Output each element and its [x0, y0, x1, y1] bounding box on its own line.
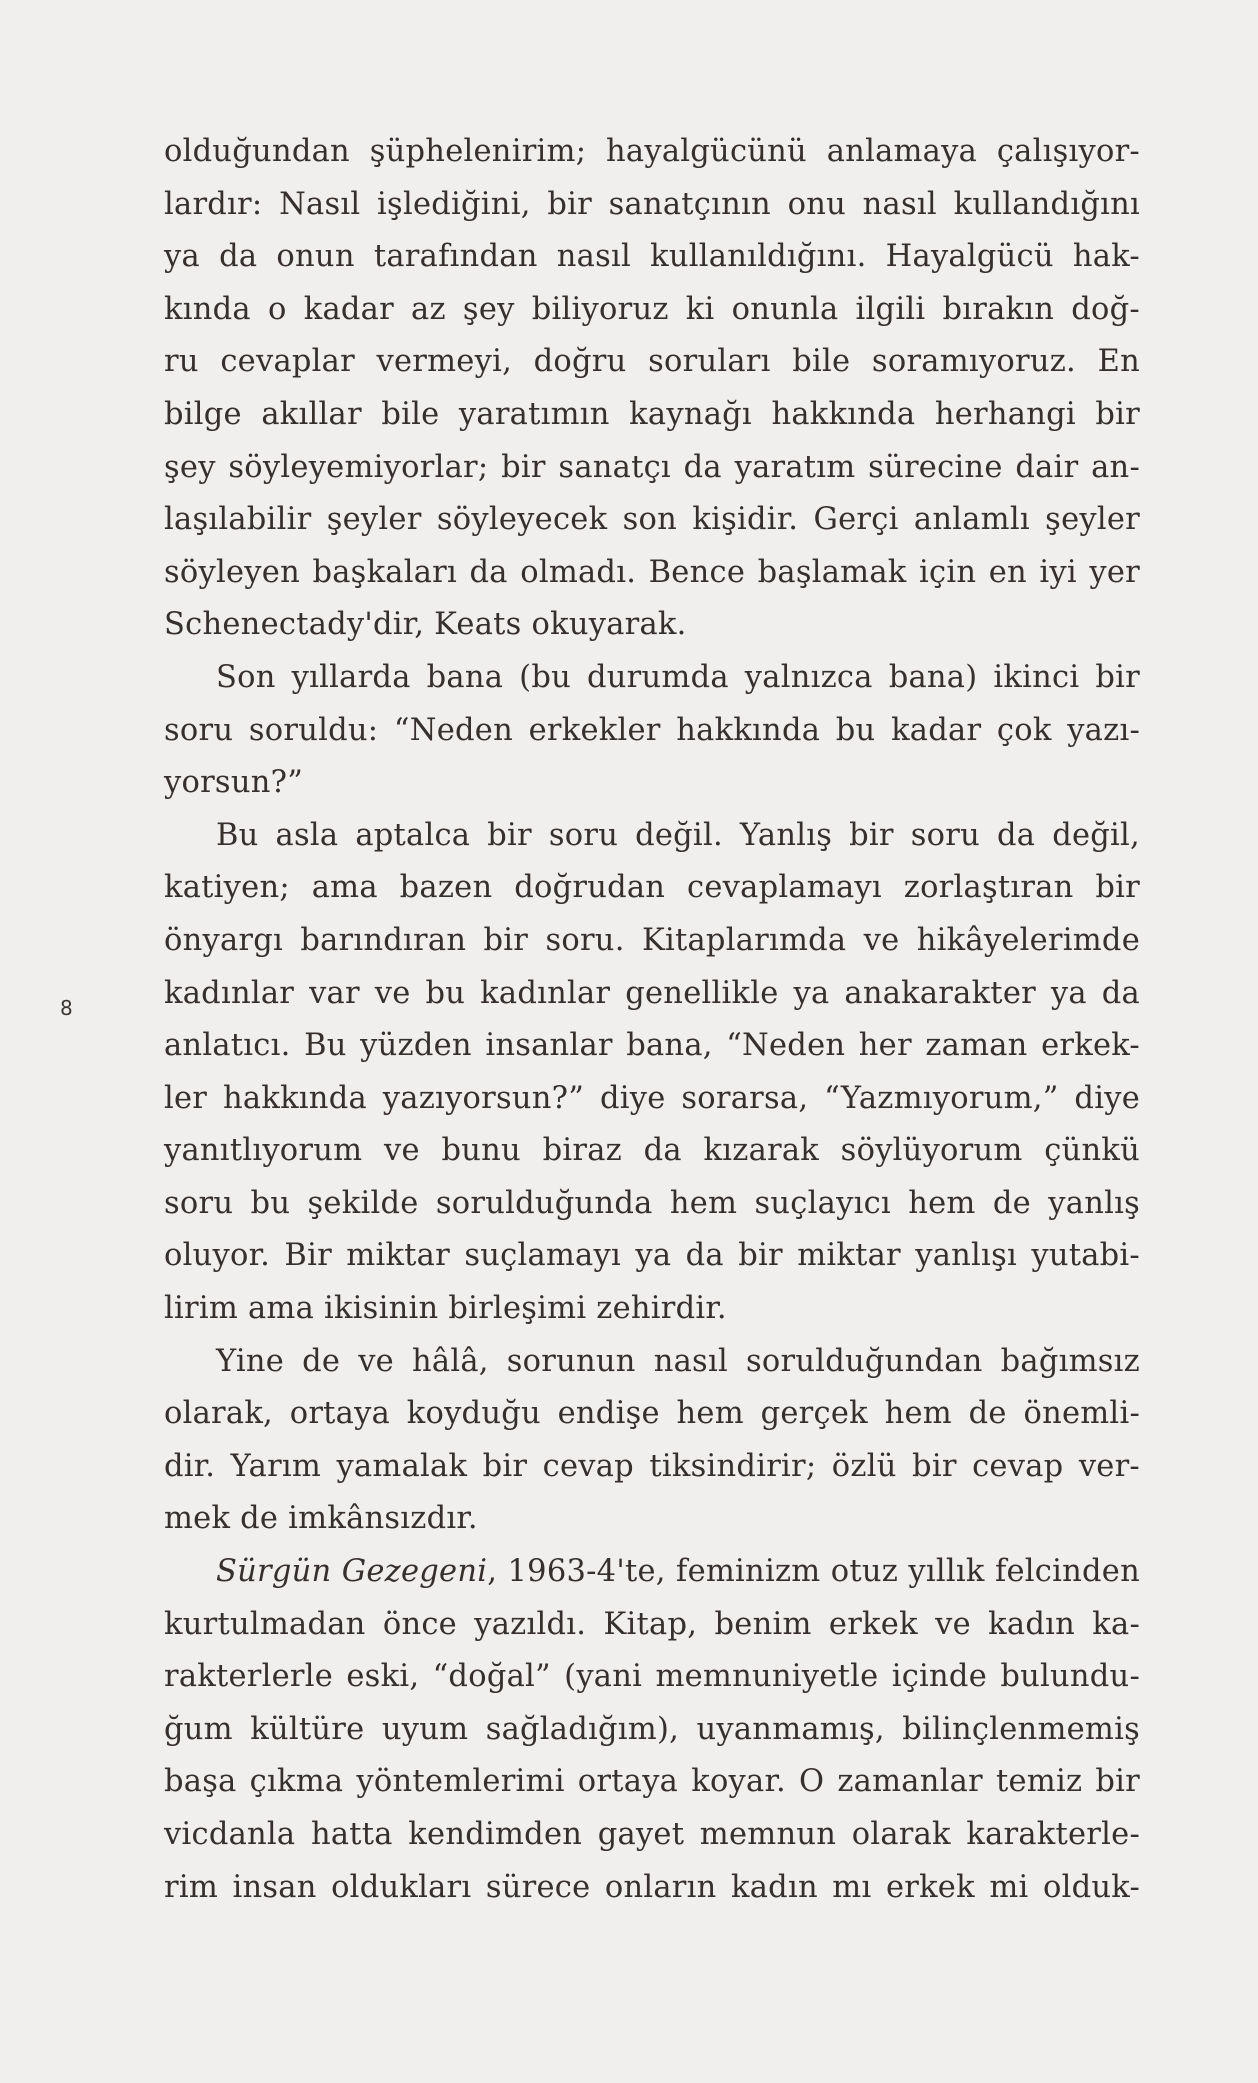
- text-line: [164, 1862, 1140, 1915]
- line-text: dir. Yarım yamalak bir cevap tiksindirir; özlü bir cevap ver-: [164, 1448, 1140, 1484]
- text-line: [164, 599, 1140, 652]
- text-line: [164, 231, 1140, 284]
- line-text: lardır: Nasıl işlediğini, bir sanatçının onu nasıl kullandığını: [164, 186, 1140, 222]
- text-line: [164, 705, 1140, 758]
- text-line: [164, 336, 1140, 389]
- text-line: [164, 757, 1140, 810]
- line-text: oluyor. Bir miktar suçlamayı ya da bir miktar yanlışı yutabi-: [164, 1238, 1140, 1274]
- text-line: [164, 284, 1140, 337]
- text-line: [164, 442, 1140, 495]
- body-text: [164, 126, 1140, 1914]
- line-text: Bu asla aptalca bir soru değil. Yanlış bir soru da değil,: [216, 817, 1140, 853]
- text-line: [164, 862, 1140, 915]
- line-text: ru cevaplar vermeyi, doğru soruları bile soramıyoruz. En: [164, 344, 1140, 380]
- line-text: kurtulmadan önce yazıldı. Kitap, benim erkek ve kadın ka-: [164, 1606, 1140, 1642]
- paragraph: [164, 1336, 1140, 1546]
- text-line: [164, 1073, 1140, 1126]
- line-text: olarak, ortaya koyduğu endişe hem gerçek hem de önemli-: [164, 1396, 1140, 1432]
- line-text: önyargı barındıran bir soru. Kitaplarımda ve hikâyelerimde: [164, 922, 1140, 958]
- paragraph: [164, 126, 1140, 652]
- text-line: [164, 1020, 1140, 1073]
- line-text: yorsun?”: [164, 765, 304, 801]
- text-line: [164, 547, 1140, 600]
- line-text: ya da onun tarafından nasıl kullanıldığını. Hayalgücü hak-: [164, 239, 1140, 275]
- line-text: anlatıcı. Bu yüzden insanlar bana, “Neden her zaman erkek-: [164, 1028, 1140, 1064]
- line-text: mek de imkânsızdır.: [164, 1501, 478, 1537]
- text-line: [164, 126, 1140, 179]
- text-line: [164, 1125, 1140, 1178]
- line-text: soru soruldu: “Neden erkekler hakkında bu kadar çok yazı-: [164, 712, 1140, 748]
- text-line: [164, 1546, 1140, 1599]
- text-line: [164, 1230, 1140, 1283]
- line-text: rim insan oldukları sürece onların kadın mı erkek mi olduk-: [164, 1869, 1140, 1905]
- line-text: ler hakkında yazıyorsun?” diye sorarsa, “Yazmıyorum,” diye: [164, 1080, 1140, 1116]
- line-text: laşılabilir şeyler söyleyecek son kişidir. Gerçi anlamlı şeyler: [164, 502, 1140, 538]
- line-text: lirim ama ikisinin birleşimi zehirdir.: [164, 1291, 727, 1327]
- text-line: [164, 1441, 1140, 1494]
- text-line: [164, 968, 1140, 1021]
- text-line: [164, 1283, 1140, 1336]
- paragraph: [164, 652, 1140, 810]
- line-text: , 1963-4'te, feminizm otuz yıllık felcinden: [487, 1554, 1140, 1590]
- text-line: [164, 494, 1140, 547]
- text-line: [164, 389, 1140, 442]
- text-line: [164, 1704, 1140, 1757]
- text-line: [164, 1336, 1140, 1389]
- paragraph: [164, 1546, 1140, 1914]
- line-text: başa çıkma yöntemlerimi ortaya koyar. O zamanlar temiz bir: [164, 1764, 1140, 1800]
- text-line: [164, 179, 1140, 232]
- text-line: [164, 1651, 1140, 1704]
- line-text: rakterlerle eski, “doğal” (yani memnuniyetle içinde bulundu-: [164, 1659, 1140, 1695]
- line-text: Schenectady'dir, Keats okuyarak.: [164, 607, 687, 643]
- line-text: ğum kültüre uyum sağladığım), uyanmamış, bilinçlenmemiş: [164, 1711, 1140, 1747]
- line-text: olduğundan şüphelenirim; hayalgücünü anlamaya çalışıyor-: [164, 134, 1140, 169]
- line-text: vicdanla hatta kendimden gayet memnun olarak karakterle-: [164, 1817, 1140, 1852]
- line-text: kında o kadar az şey biliyoruz ki onunla ilgili bırakın doğ-: [164, 291, 1140, 327]
- text-line: [164, 810, 1140, 863]
- book-title-italic: Sürgün Gezegeni: [216, 1554, 488, 1590]
- line-text: katiyen; ama bazen doğrudan cevaplamayı zorlaştıran bir: [164, 870, 1140, 906]
- line-text: bilge akıllar bile yaratımın kaynağı hakkında herhangi bir: [164, 396, 1140, 432]
- text-line: [164, 1388, 1140, 1441]
- line-text: kadınlar var ve bu kadınlar genellikle ya anakarakter ya da: [164, 975, 1140, 1011]
- text-line: [164, 1756, 1140, 1809]
- text-line: [164, 652, 1140, 705]
- line-text: yanıtlıyorum ve bunu biraz da kızarak söylüyorum çünkü: [164, 1133, 1140, 1169]
- text-line: [164, 1809, 1140, 1862]
- line-text: soru bu şekilde sorulduğunda hem suçlayıcı hem de yanlış: [164, 1185, 1140, 1221]
- text-line: [164, 1599, 1140, 1652]
- line-text: şey söyleyemiyorlar; bir sanatçı da yaratım sürecine dair an-: [164, 449, 1140, 485]
- text-line: [164, 1178, 1140, 1231]
- text-line: [164, 915, 1140, 968]
- page-number: 8: [60, 996, 73, 1020]
- text-line: [164, 1493, 1140, 1546]
- line-text: Yine de ve hâlâ, sorunun nasıl sorulduğundan bağımsız: [216, 1343, 1140, 1379]
- paragraph: [164, 810, 1140, 1336]
- line-text: söyleyen başkaları da olmadı. Bence başlamak için en iyi yer: [164, 554, 1140, 590]
- line-text: Son yıllarda bana (bu durumda yalnızca bana) ikinci bir: [216, 659, 1140, 695]
